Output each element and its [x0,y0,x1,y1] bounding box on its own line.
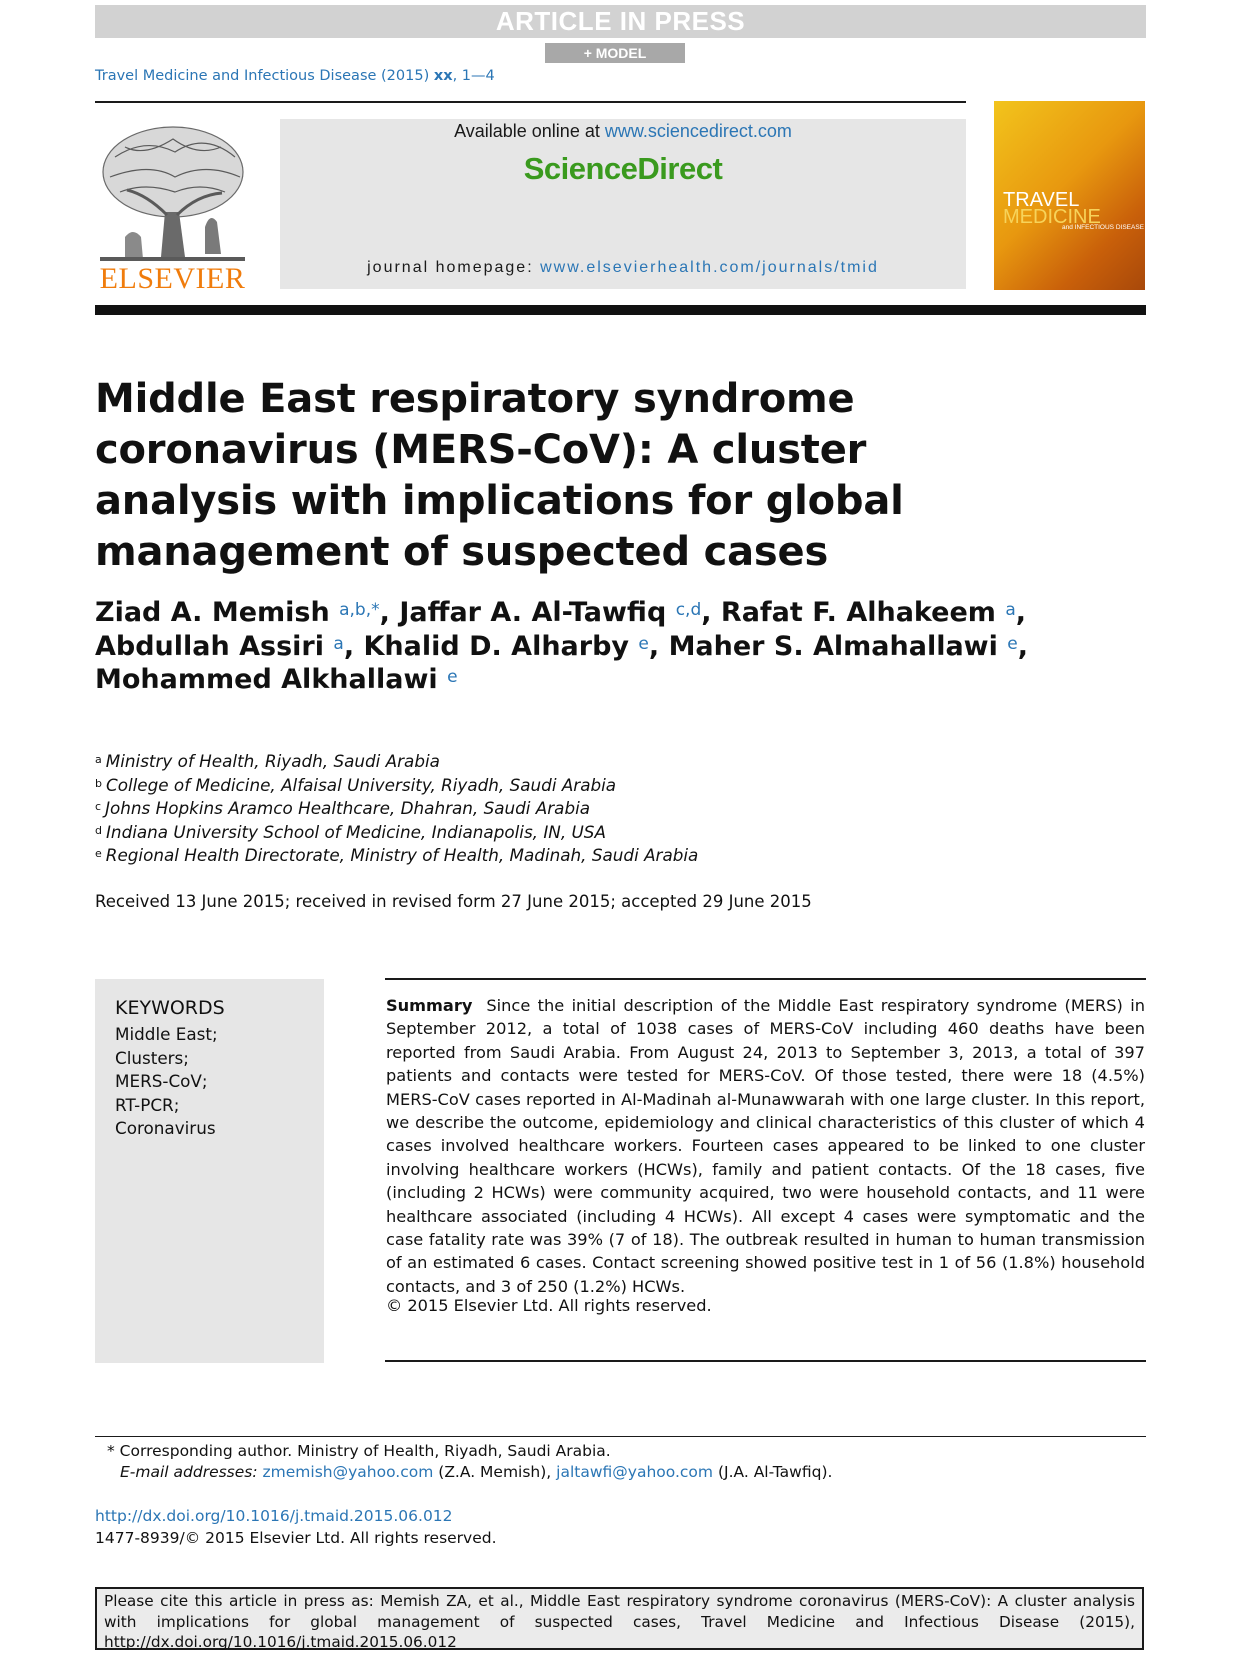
author-affiliation-marks[interactable]: e [638,633,649,654]
affiliation-text: College of Medicine, Alfaisal University, Riyadh, Saudi Arabia [105,774,617,795]
affiliation-text: Indiana University School of Medicine, Indianapolis, IN, USA [105,821,606,842]
journal-homepage-line [280,259,966,277]
affiliation-mark: e [95,847,102,860]
cover-title-travel: TRAVEL [1003,189,1080,211]
homepage-prefix: journal homepage: [367,259,534,276]
keywords-list [115,1023,218,1141]
author-affiliation-marks[interactable]: e [1007,633,1018,654]
journal-name-year: Travel Medicine and Infectious Disease (2015) [95,68,430,84]
model-tag: + MODEL [545,43,685,63]
article-title: Middle East respiratory syndrome coronavirus (MERS-CoV): A cluster analysis with implications for global management of suspected cases [95,376,904,575]
summary-bottom-rule [385,1360,1146,1362]
keyword-item: RT-PCR; [115,1094,180,1115]
author-name: Rafat F. Alhakeem [720,597,996,628]
affiliation-item [95,750,995,774]
keyword-item: MERS-CoV; [115,1071,208,1091]
author-name: Abdullah Assiri [95,630,324,662]
available-online-prefix: Available online at [454,121,600,141]
summary-top-rule [385,978,1146,980]
keywords-heading: KEYWORDS [115,997,225,1019]
author-affiliation-marks[interactable]: e [447,667,458,687]
header-rule [95,101,966,103]
elsevier-wordmark: ELSEVIER [99,262,246,295]
journal-reference [95,68,495,84]
journal-volume: xx [433,68,453,84]
keyword-item: Coronavirus [115,1118,216,1138]
author-affiliation-marks[interactable]: a,b,* [339,600,380,620]
email-link-memish[interactable]: zmemish@yahoo.com [262,1463,434,1481]
author-affiliation-marks[interactable]: a [333,633,344,654]
affiliation-text: Regional Health Directorate, Ministry of Health, Madinah, Saudi Arabia [105,845,699,865]
keyword-item: Clusters; [115,1047,189,1068]
received-dates: Received 13 June 2015; received in revised form 27 June 2015; accepted 29 June 2015 [95,892,812,911]
summary-paragraph [386,994,1145,1298]
affiliation-mark: d [95,823,102,837]
email-addresses-note [120,1461,832,1483]
article-in-press-label: ARTICLE IN PRESS [495,6,746,36]
journal-pages: , 1—4 [452,68,495,84]
journal-homepage-link[interactable]: www.elsevierhealth.com/journals/tmid [540,259,879,276]
email-owner: (J.A. Al-Tawfiq). [717,1463,833,1481]
issn-line: 1477-8939/© 2015 Elsevier Ltd. All rights reserved. [95,1529,497,1547]
email-link-altawfiq[interactable]: jaltawfi@yahoo.com [556,1463,714,1481]
author-name: Maher S. Almahallawi [668,630,998,662]
affiliation-item [95,774,995,798]
author-name: Jaffar A. Al-Tawfiq [399,597,667,628]
affiliation-mark: a [95,753,102,766]
author-name: Mohammed Alkhallawi [95,664,438,695]
sciencedirect-link[interactable]: www.sciencedirect.com [604,121,792,141]
doi-link[interactable]: http://dx.doi.org/10.1016/j.tmaid.2015.06.012 [95,1507,453,1525]
affiliation-item [95,844,995,868]
keyword-item: Middle East; [115,1024,218,1044]
affiliation-text: Johns Hopkins Aramco Healthcare, Dhahran, Saudi Arabia [105,798,591,818]
summary-copyright: © 2015 Elsevier Ltd. All rights reserved. [386,1296,712,1315]
cover-title-medicine: MEDICINE [1003,206,1101,228]
affiliation-mark: c [95,800,102,813]
summary-text: Since the initial description of the Middle East respiratory syndrome (MERS) in September 2012, a total of 1038 cases of MERS-CoV including 460 deaths have been reported from Saudi Arabia. From August 24, 2013 to September 3, 2013, a total of 397 patients and contacts were tested for MERS-CoV. Of those tested, there were 18 (4.5%) MERS-CoV cases reported in Al-Madinah al-Munawwarah with one large cluster. In this report, we describe the outcome, epidemiology and clinical characteristics of this cluster of which 4 cases involved healthcare workers. Fourteen cases appeared to be linked to one cluster involving healthcare workers (HCWs), family and patient contacts. Of the 18 cases, five (including 2 HCWs) were community acquired, two were household contacts, and 11 were healthcare associated (including 4 HCWs). All except 4 cases were symptomatic and the case fatality rate was 39% (7 of 18). The outbreak resulted in human to human transmission of an estimated 6 cases. Contact screening showed positive test in 1 of 56 (1.8%) household contacts, and 3 of 250 (1.2%) HCWs. [386,996,1145,1296]
affiliation-mark: b [95,776,102,790]
author-affiliation-marks[interactable]: c,d [675,600,702,620]
email-label: E-mail addresses: [120,1463,258,1481]
corresponding-author-note: * Corresponding author. Ministry of Health, Riyadh, Saudi Arabia. [107,1442,611,1460]
available-online-line [280,119,966,142]
author-name: Khalid D. Alharby [363,630,630,662]
cover-subtitle: and INFECTIOUS DISEASE [1062,224,1144,231]
email-owner: (Z.A. Memish), [438,1463,552,1481]
author-name: Ziad A. Memish [95,597,330,628]
author-list: Ziad A. Memish $^{a,b,*}$, Jaffar A. Al-Tawfiq $^{c,d}$, Rafat F. Alhakeem $^a$, Abdullah Assiri $^a$, Khalid D. Alharby $^e$, Maher S. Almahallawi $^e$, Mohammed Alkhallawi $^e$ [95,597,1029,695]
citation-text: Please cite this article in press as: Memish ZA, et al., Middle East respiratory syndrome coronavirus (MERS-CoV): A cluster analysis with implications for global management of suspected cases, Travel Medicine and Infectious Disease (2015), http://dx.doi.org/10.1016/j.tmaid.2015.06.012 [104,1592,1135,1651]
affiliation-item [95,797,995,821]
author-affiliation-marks[interactable]: a [1005,600,1016,620]
affiliation-list [95,750,995,868]
header-thick-rule [95,305,1146,315]
affiliation-item [95,821,995,845]
sciencedirect-logo: ScienceDirect [523,151,723,186]
summary-label: Summary [386,996,473,1015]
footnote-rule [95,1436,1146,1437]
affiliation-text: Ministry of Health, Riyadh, Saudi Arabia [105,751,440,771]
